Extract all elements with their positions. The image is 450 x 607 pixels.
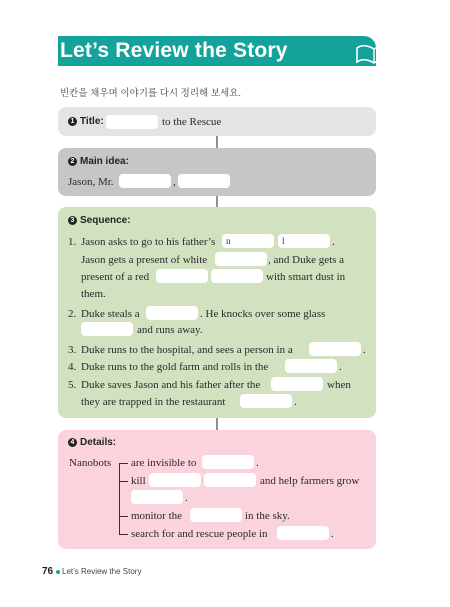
details-blank[interactable] — [149, 473, 201, 487]
sequence-text: Jason gets a present of white — [81, 254, 208, 266]
instruction-text: 빈칸을 채우며 이야기를 다시 정리해 보세요. — [60, 88, 242, 99]
sequence-blank[interactable] — [309, 342, 361, 356]
details-text: monitor the — [131, 510, 183, 522]
sequence-text: . — [332, 236, 335, 248]
sequence-blank[interactable] — [81, 322, 133, 336]
list-number: 5. — [68, 379, 77, 391]
details-text: in the sky. — [245, 510, 290, 522]
details-text: search for and rescue people in — [131, 528, 268, 540]
sequence-blank[interactable] — [285, 359, 337, 373]
sequence-label: 3 Sequence: — [68, 215, 131, 226]
sequence-text: present of a red — [81, 271, 150, 283]
page-number: 76 — [42, 566, 54, 577]
sequence-text: . — [339, 361, 342, 373]
sequence-blank[interactable] — [271, 377, 323, 391]
title-blank[interactable] — [106, 115, 158, 129]
sequence-text: they are trapped in the restaurant — [81, 396, 226, 408]
sequence-text: when — [327, 379, 351, 391]
main-idea-blank-1[interactable] — [119, 174, 171, 188]
sequence-blank[interactable] — [211, 269, 263, 283]
details-text: . — [256, 457, 259, 469]
tree-connector — [119, 516, 128, 517]
footer-title: Let’s Review the Story — [62, 567, 142, 576]
details-label: 4 Details: — [68, 437, 116, 448]
main-idea-prefix: Jason, Mr. — [68, 176, 114, 188]
sequence-text: Duke runs to the gold farm and rolls in the — [81, 361, 269, 373]
details-blank[interactable] — [190, 508, 242, 522]
tree-connector — [119, 481, 128, 482]
header-banner — [58, 36, 376, 66]
details-text: . — [185, 492, 188, 504]
sequence-blank[interactable] — [240, 394, 292, 408]
tree-connector — [119, 463, 128, 464]
sequence-text: Duke saves Jason and his father after the — [81, 379, 261, 391]
details-text: and help farmers grow — [260, 475, 360, 487]
section-number: 3 — [68, 216, 77, 225]
tree-connector — [119, 534, 128, 535]
details-text: are invisible to — [131, 457, 197, 469]
section-number: 4 — [68, 438, 77, 447]
blank-hint-letter: n — [226, 236, 231, 246]
main-idea-blank-2[interactable] — [178, 174, 230, 188]
bullet-dot — [56, 570, 60, 574]
section-number: 1 — [68, 117, 77, 126]
main-idea-label: 2 Main idea: — [68, 156, 129, 167]
details-blank[interactable] — [131, 490, 183, 504]
blank-hint-letter: l — [282, 236, 285, 246]
sequence-text: Duke runs to the hospital, and sees a person in a — [81, 344, 293, 356]
page-title: Let’s Review the Story — [60, 39, 288, 62]
details-root: Nanobots — [69, 457, 112, 469]
sequence-text: , and Duke gets a — [268, 254, 345, 266]
details-blank[interactable] — [202, 455, 254, 469]
open-book-icon — [354, 38, 396, 66]
sequence-text: them. — [81, 288, 106, 300]
details-text: kill — [131, 475, 146, 487]
details-blank[interactable] — [204, 473, 256, 487]
sequence-text: Jason asks to go to his father’s — [81, 236, 216, 248]
section-number: 2 — [68, 157, 77, 166]
sequence-blank[interactable] — [156, 269, 208, 283]
sequence-blank[interactable] — [146, 306, 198, 320]
list-number: 4. — [68, 361, 77, 373]
details-text: . — [331, 528, 334, 540]
details-blank[interactable] — [277, 526, 329, 540]
connector-line — [216, 196, 218, 207]
sequence-blank-l[interactable] — [278, 234, 330, 248]
connector-line — [216, 418, 218, 430]
list-number: 2. — [68, 308, 77, 320]
connector-line — [216, 136, 218, 148]
sequence-text: . He knocks over some glass — [200, 308, 326, 320]
sequence-blank[interactable] — [215, 252, 267, 266]
main-idea-separator: , — [173, 176, 176, 188]
sequence-text: . — [294, 396, 297, 408]
title-label: 1 Title: — [68, 116, 104, 127]
title-suffix: to the Rescue — [162, 116, 222, 128]
tree-connector — [119, 463, 120, 535]
list-number: 1. — [68, 236, 77, 248]
list-number: 3. — [68, 344, 77, 356]
sequence-text: with smart dust in — [266, 271, 346, 283]
sequence-text: and runs away. — [137, 324, 203, 336]
sequence-text: . — [363, 344, 366, 356]
sequence-text: Duke steals a — [81, 308, 140, 320]
